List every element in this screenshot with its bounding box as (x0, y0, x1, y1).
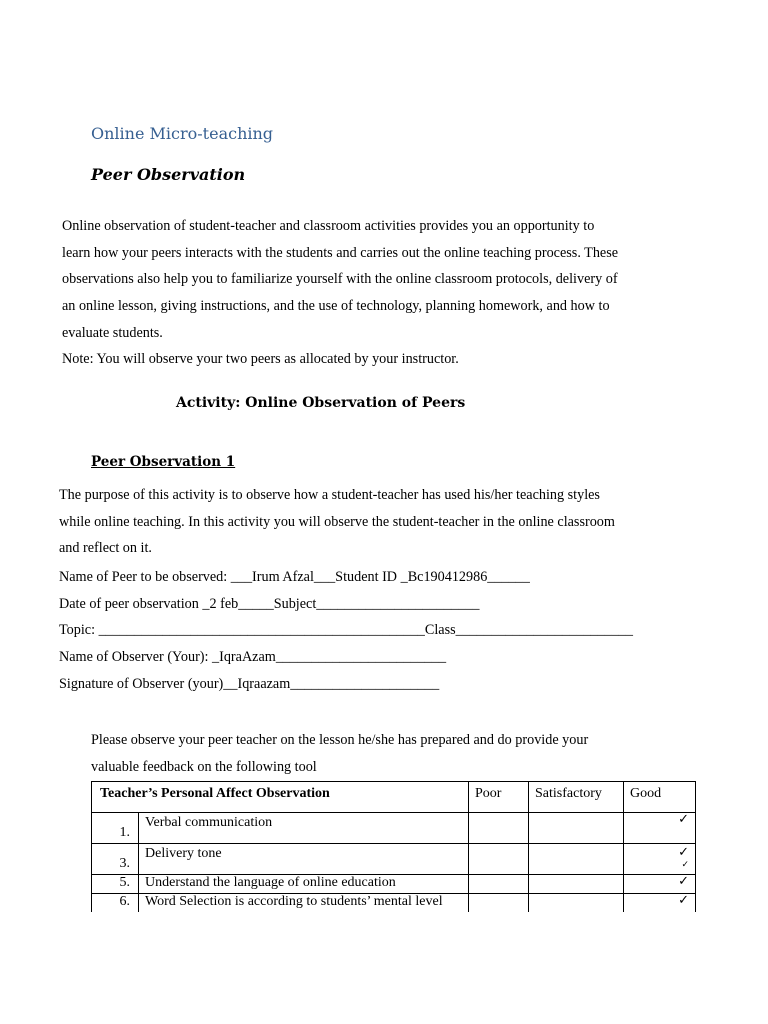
row-number: 1. (92, 813, 139, 844)
satisfactory-cell[interactable] (529, 875, 624, 894)
activity-title: Activity: Online Observation of Peers (176, 395, 466, 411)
good-cell[interactable] (624, 813, 696, 844)
poor-cell[interactable] (469, 894, 529, 914)
purpose-line: while online teaching. In this activity you will observe the student-teacher in the online classroom (59, 513, 615, 530)
intro-note: Note: You will observe your two peers as allocated by your instructor. (62, 350, 459, 367)
row-label: Understand the language of online education (139, 875, 469, 894)
instruction-line: Please observe your peer teacher on the lesson he/she has prepared and do provide your (91, 732, 589, 748)
row-label: Verbal communication (139, 813, 469, 844)
table-row (92, 894, 696, 914)
purpose-line: The purpose of this activity is to observe how a student-teacher has used his/her teaching styles (59, 487, 600, 503)
satisfactory-cell[interactable] (529, 894, 624, 914)
poor-cell[interactable] (469, 813, 529, 844)
intro-paragraph (62, 213, 682, 373)
intro-line: evaluate students. (62, 324, 163, 341)
header-poor: Poor (469, 782, 529, 813)
row-number: 5. (92, 875, 139, 894)
table-row (92, 844, 696, 875)
date-subject-field: Date of peer observation _2 feb_____Subject_______________________ (59, 596, 480, 612)
intro-line: Online observation of student-teacher and classroom activities provides you an opportunity to (62, 218, 595, 234)
good-cell[interactable] (624, 894, 696, 914)
good-cell[interactable] (624, 875, 696, 894)
table-row (92, 875, 696, 894)
header-observation: Teacher’s Personal Affect Observation (92, 782, 469, 813)
instruction-line: valuable feedback on the following tool (91, 758, 317, 775)
row-label: Delivery tone (139, 844, 469, 875)
checkmark-icon: ✓ (681, 860, 689, 870)
topic-class-field: Topic: ______________________________________________Class_________________________ (59, 622, 633, 638)
row-label: Word Selection is according to students’ mental level (139, 894, 469, 914)
observer-signature-field: Signature of Observer (your)__Iqraazam_____________________ (59, 676, 440, 692)
page-subtitle: Peer Observation (91, 165, 246, 184)
peer-name-field: Name of Peer to be observed: ___Irum Afzal___Student ID _Bc190412986______ (59, 569, 530, 585)
observation-table (91, 781, 696, 914)
poor-cell[interactable] (469, 875, 529, 894)
purpose-line: and reflect on it. (59, 540, 152, 557)
satisfactory-cell[interactable] (529, 844, 624, 875)
page-bottom-blank (80, 912, 720, 1024)
observer-name-field: Name of Observer (Your): _IqraAzam________________________ (59, 649, 447, 665)
intro-line: an online lesson, giving instructions, and the use of technology, planning homework, and how to (62, 298, 610, 315)
poor-cell[interactable] (469, 844, 529, 875)
checkmark-icon: ✓ (678, 893, 689, 908)
peer-observation-heading: Peer Observation 1 (91, 454, 236, 470)
header-satisfactory: Satisfactory (529, 782, 624, 813)
intro-line: learn how your peers interacts with the students and carries out the online teaching process. These (62, 244, 619, 261)
instruction-paragraph (91, 727, 588, 780)
row-number: 3. (92, 844, 139, 875)
page-title: Online Micro-teaching (91, 124, 274, 143)
satisfactory-cell[interactable] (529, 813, 624, 844)
checkmark-icon: ✓ (678, 845, 689, 860)
header-good: Good (624, 782, 696, 813)
table-header-row (92, 782, 696, 813)
checkmark-icon: ✓ (678, 812, 689, 827)
good-cell[interactable] (624, 844, 696, 875)
row-number: 6. (92, 894, 139, 914)
intro-line: observations also help you to familiarize yourself with the online classroom protocols, delivery of (62, 271, 618, 288)
table-row (92, 813, 696, 844)
purpose-paragraph (59, 482, 679, 562)
checkmark-icon: ✓ (678, 874, 689, 889)
